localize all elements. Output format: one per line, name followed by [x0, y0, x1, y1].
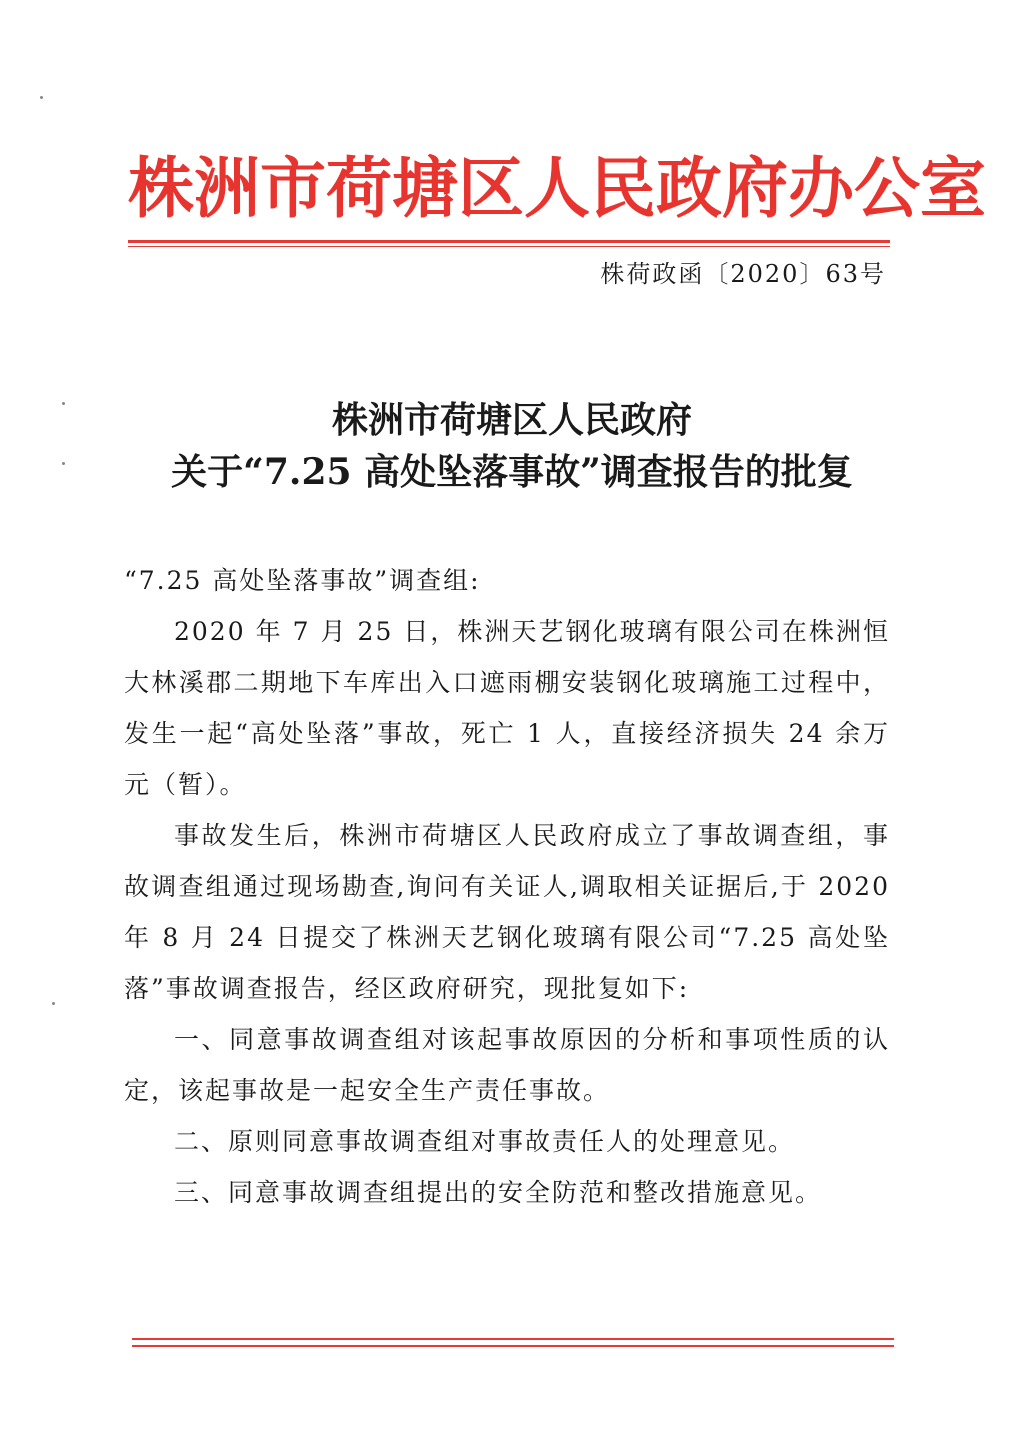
- body-paragraph-5: 三、同意事故调查组提出的安全防范和整改措施意见。: [174, 1178, 823, 1207]
- addressee: “7.25 高处坠落事故”调查组:: [124, 566, 481, 595]
- scan-speck: [52, 1002, 55, 1005]
- scan-speck: [40, 96, 43, 99]
- footer-red-rule-bottom: [132, 1345, 894, 1347]
- document-body: [124, 555, 890, 1218]
- header-red-rule-thick: [128, 240, 890, 243]
- document-title-line-2: 关于“7.25 高处坠落事故”调查报告的批复: [171, 451, 853, 493]
- body-paragraph-1: 2020 年 7 月 25 日，株洲天艺钢化玻璃有限公司在株洲恒大林溪郡二期地下车库出入口遮雨棚安装钢化玻璃施工过程中，发生一起“高处坠落”事故，死亡 1 人，直接经济损失 24 余万元（暂）。: [124, 617, 890, 799]
- document-title-line-1: 株洲市荷塘区人民政府: [331, 399, 692, 441]
- issuing-org-header: 株洲市荷塘区人民政府办公室: [128, 149, 986, 227]
- document-number: 株荷政函〔2020〕63号: [600, 260, 886, 288]
- footer-red-rule-top: [132, 1338, 894, 1340]
- body-paragraph-3: 一、同意事故调查组对该起事故原因的分析和事项性质的认定，该起事故是一起安全生产责任事故。: [124, 1025, 890, 1105]
- body-paragraph-4: 二、原则同意事故调查组对事故责任人的处理意见。: [174, 1127, 796, 1156]
- body-paragraph-2: 事故发生后，株洲市荷塘区人民政府成立了事故调查组，事故调查组通过现场勘查,询问有关证人,调取相关证据后,于 2020 年 8 月 24 日提交了株洲天艺钢化玻璃有限公司“7.25 高处坠落”事故调查报告，经区政府研究，现批复如下:: [124, 821, 890, 1003]
- header-red-rule-thin: [128, 246, 890, 247]
